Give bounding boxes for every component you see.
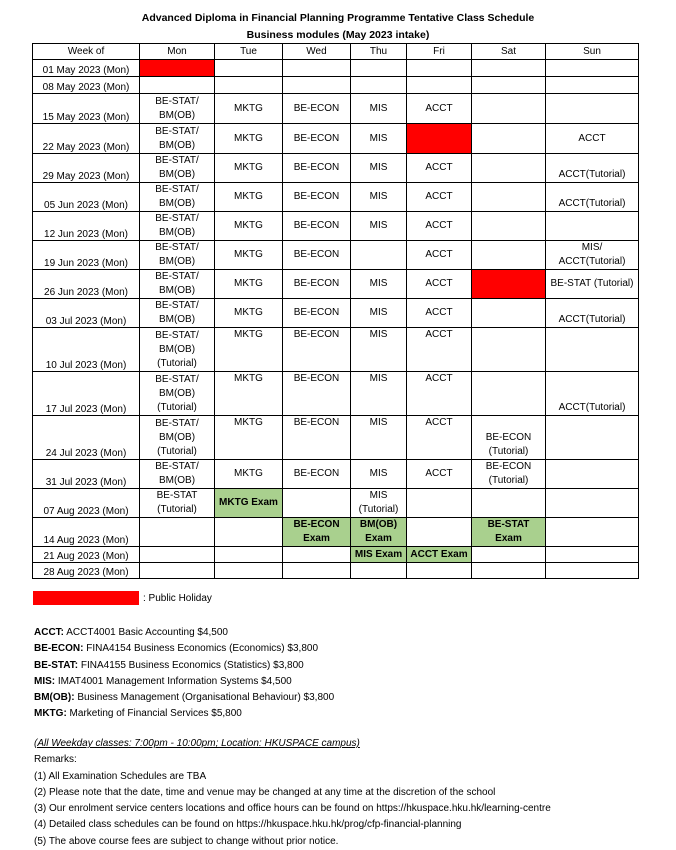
cell-sat xyxy=(472,94,546,124)
cell-wed xyxy=(283,547,351,563)
header-mon: Mon xyxy=(140,44,215,60)
cell-tue: MKTG xyxy=(215,416,283,460)
cell-sun xyxy=(546,563,639,579)
cell-sat xyxy=(472,563,546,579)
cell-wed xyxy=(283,77,351,94)
cell-sun xyxy=(546,489,639,518)
cell-sun: ACCT xyxy=(546,124,639,154)
cell-wed: BE-ECON xyxy=(283,328,351,372)
table-row xyxy=(33,299,639,328)
table-row xyxy=(33,77,639,94)
cell-mon: BE-STAT/ BM(OB) xyxy=(140,94,215,124)
cell-fri: ACCT xyxy=(407,328,472,372)
cell-mon: BE-STAT/ BM(OB) xyxy=(140,183,215,212)
cell-fri: ACCT xyxy=(407,416,472,460)
cell-mon: BE-STAT (Tutorial) xyxy=(140,489,215,518)
cell-thu xyxy=(351,77,407,94)
cell-thu: MIS xyxy=(351,154,407,183)
cell-sun xyxy=(546,60,639,77)
week-cell: 05 Jun 2023 (Mon) xyxy=(33,183,140,212)
cell-sun xyxy=(546,77,639,94)
cell-mon: BE-STAT/ BM(OB) (Tutorial) xyxy=(140,416,215,460)
cell-fri: ACCT xyxy=(407,241,472,270)
cell-tue xyxy=(215,60,283,77)
cell-thu: BM(OB) Exam xyxy=(351,518,407,547)
cell-sat: BE-ECON (Tutorial) xyxy=(472,416,546,460)
table-row xyxy=(33,212,639,241)
cell-sat xyxy=(472,270,546,299)
week-cell: 08 May 2023 (Mon) xyxy=(33,77,140,94)
cell-thu: MIS (Tutorial) xyxy=(351,489,407,518)
cell-sun: ACCT(Tutorial) xyxy=(546,299,639,328)
cell-fri xyxy=(407,518,472,547)
header-sun: Sun xyxy=(546,44,639,60)
cell-fri: ACCT xyxy=(407,183,472,212)
table-row xyxy=(33,563,639,579)
cell-mon: BE-STAT/ BM(OB) xyxy=(140,241,215,270)
cell-sun xyxy=(546,212,639,241)
cell-mon xyxy=(140,77,215,94)
week-cell: 14 Aug 2023 (Mon) xyxy=(33,518,140,547)
cell-sat xyxy=(472,241,546,270)
cell-tue: MKTG xyxy=(215,299,283,328)
cell-thu: MIS Exam xyxy=(351,547,407,563)
cell-fri: ACCT xyxy=(407,154,472,183)
cell-wed: BE-ECON xyxy=(283,416,351,460)
module-codes xyxy=(34,625,334,723)
cell-thu xyxy=(351,60,407,77)
cell-tue: MKTG xyxy=(215,94,283,124)
table-row xyxy=(33,328,639,372)
cell-sat xyxy=(472,60,546,77)
cell-sat xyxy=(472,489,546,518)
week-cell: 19 Jun 2023 (Mon) xyxy=(33,241,140,270)
code-line: BE-ECON: FINA4154 Business Economics (Economics) $3,800 xyxy=(34,643,319,655)
cell-sat xyxy=(472,183,546,212)
cell-sat xyxy=(472,154,546,183)
cell-sat xyxy=(472,212,546,241)
cell-thu: MIS xyxy=(351,270,407,299)
cell-tue: MKTG xyxy=(215,460,283,489)
cell-tue: MKTG xyxy=(215,372,283,416)
cell-tue: MKTG xyxy=(215,241,283,270)
cell-thu xyxy=(351,241,407,270)
cell-mon: BE-STAT/ BM(OB) (Tutorial) xyxy=(140,328,215,372)
cell-tue xyxy=(215,547,283,563)
schedule-table xyxy=(32,43,639,579)
cell-thu: MIS xyxy=(351,460,407,489)
table-row xyxy=(33,270,639,299)
cell-thu: MIS xyxy=(351,212,407,241)
cell-wed: BE-ECON xyxy=(283,183,351,212)
cell-fri xyxy=(407,563,472,579)
cell-sun: ACCT(Tutorial) xyxy=(546,183,639,212)
cell-fri: ACCT Exam xyxy=(407,547,472,563)
table-row xyxy=(33,460,639,489)
week-cell: 12 Jun 2023 (Mon) xyxy=(33,212,140,241)
page-title: Advanced Diploma in Financial Planning Programme Tentative Class Schedule xyxy=(141,12,535,24)
cell-wed xyxy=(283,563,351,579)
cell-fri: ACCT xyxy=(407,94,472,124)
cell-fri: ACCT xyxy=(407,460,472,489)
table-row xyxy=(33,547,639,563)
table-row xyxy=(33,416,639,460)
cell-tue: MKTG xyxy=(215,183,283,212)
cell-sat: BE-ECON (Tutorial) xyxy=(472,460,546,489)
remarks-label: Remarks: xyxy=(34,754,77,766)
cell-sun: BE-STAT (Tutorial) xyxy=(546,270,639,299)
table-row xyxy=(33,489,639,518)
week-cell: 29 May 2023 (Mon) xyxy=(33,154,140,183)
cell-sun xyxy=(546,518,639,547)
cell-mon xyxy=(140,563,215,579)
cell-thu: MIS xyxy=(351,328,407,372)
cell-fri: ACCT xyxy=(407,299,472,328)
cell-tue: MKTG xyxy=(215,270,283,299)
cell-thu: MIS xyxy=(351,372,407,416)
page-subtitle: Business modules (May 2023 intake) xyxy=(246,29,430,41)
cell-wed: BE-ECON xyxy=(283,270,351,299)
cell-mon: BE-STAT/ BM(OB) xyxy=(140,270,215,299)
cell-fri: ACCT xyxy=(407,270,472,299)
header-row xyxy=(33,44,639,60)
table-row xyxy=(33,372,639,416)
cell-mon: BE-STAT/ BM(OB) (Tutorial) xyxy=(140,372,215,416)
header-wed: Wed xyxy=(283,44,351,60)
cell-mon: BE-STAT/ BM(OB) xyxy=(140,299,215,328)
cell-sat xyxy=(472,547,546,563)
cell-fri xyxy=(407,124,472,154)
cell-fri: ACCT xyxy=(407,372,472,416)
cell-sat xyxy=(472,328,546,372)
cell-tue: MKTG Exam xyxy=(215,489,283,518)
code-line: BE-STAT: FINA4155 Business Economics (Statistics) $3,800 xyxy=(34,659,304,671)
class-hours-note: (All Weekday classes: 7:00pm - 10:00pm; Location: HKUSPACE campus) xyxy=(34,738,360,749)
cell-sun xyxy=(546,416,639,460)
cell-mon: BE-STAT/ BM(OB) xyxy=(140,212,215,241)
week-cell: 31 Jul 2023 (Mon) xyxy=(33,460,140,489)
cell-sun: ACCT(Tutorial) xyxy=(546,372,639,416)
cell-fri xyxy=(407,489,472,518)
remark-item: (4) Detailed class schedules can be found on https://hkuspace.hku.hk/prog/cfp-financial-planning xyxy=(34,819,462,831)
cell-mon: BE-STAT/ BM(OB) xyxy=(140,460,215,489)
cell-tue xyxy=(215,77,283,94)
week-cell: 26 Jun 2023 (Mon) xyxy=(33,270,140,299)
table-row xyxy=(33,94,639,124)
cell-sat xyxy=(472,372,546,416)
code-line: BM(OB): Business Management (Organisational Behaviour) $3,800 xyxy=(34,692,335,704)
cell-fri xyxy=(407,77,472,94)
cell-wed: BE-ECON xyxy=(283,299,351,328)
cell-sun: MIS/ ACCT(Tutorial) xyxy=(546,241,639,270)
cell-tue: MKTG xyxy=(215,154,283,183)
cell-thu: MIS xyxy=(351,183,407,212)
remark-item: (2) Please note that the date, time and venue may be changed at any time at the discretion of the school xyxy=(34,786,496,798)
cell-wed: BE-ECON xyxy=(283,241,351,270)
cell-thu xyxy=(351,563,407,579)
week-cell: 24 Jul 2023 (Mon) xyxy=(33,416,140,460)
cell-sat: BE-STAT Exam xyxy=(472,518,546,547)
cell-wed: BE-ECON xyxy=(283,372,351,416)
table-row xyxy=(33,154,639,183)
week-cell: 01 May 2023 (Mon) xyxy=(33,60,140,77)
cell-wed: BE-ECON xyxy=(283,124,351,154)
cell-mon: BE-STAT/ BM(OB) xyxy=(140,124,215,154)
table-row xyxy=(33,124,639,154)
cell-wed: BE-ECON xyxy=(283,460,351,489)
code-line: MIS: IMAT4001 Management Information Systems $4,500 xyxy=(34,675,292,687)
table-row xyxy=(33,60,639,77)
cell-mon: BE-STAT/ BM(OB) xyxy=(140,154,215,183)
cell-tue: MKTG xyxy=(215,328,283,372)
cell-thu: MIS xyxy=(351,94,407,124)
cell-sun xyxy=(546,547,639,563)
table-row xyxy=(33,241,639,270)
header-sat: Sat xyxy=(472,44,546,60)
code-line: ACCT: ACCT4001 Basic Accounting $4,500 xyxy=(34,627,228,638)
header-tue: Tue xyxy=(215,44,283,60)
public-holiday-swatch xyxy=(33,591,139,605)
cell-tue: MKTG xyxy=(215,124,283,154)
week-cell: 10 Jul 2023 (Mon) xyxy=(33,328,140,372)
cell-tue xyxy=(215,563,283,579)
header-fri: Fri xyxy=(407,44,472,60)
remark-item: (3) Our enrolment service centers locations and office hours can be found on https://hkuspace.hku.hk/learning-centre xyxy=(34,803,551,815)
cell-wed xyxy=(283,489,351,518)
cell-thu: MIS xyxy=(351,124,407,154)
remark-item: (5) The above course fees are subject to change without prior notice. xyxy=(34,835,339,847)
cell-mon xyxy=(140,547,215,563)
cell-sun xyxy=(546,460,639,489)
week-cell: 03 Jul 2023 (Mon) xyxy=(33,299,140,328)
table-row xyxy=(33,183,639,212)
table-row xyxy=(33,518,639,547)
week-cell: 22 May 2023 (Mon) xyxy=(33,124,140,154)
cell-tue: MKTG xyxy=(215,212,283,241)
cell-wed: BE-ECON xyxy=(283,94,351,124)
cell-fri: ACCT xyxy=(407,212,472,241)
cell-sat xyxy=(472,124,546,154)
cell-wed xyxy=(283,60,351,77)
cell-sun xyxy=(546,328,639,372)
code-line: MKTG: Marketing of Financial Services $5,800 xyxy=(34,708,242,720)
week-cell: 28 Aug 2023 (Mon) xyxy=(33,563,140,579)
cell-sat xyxy=(472,299,546,328)
week-cell: 15 May 2023 (Mon) xyxy=(33,94,140,124)
header-thu: Thu xyxy=(351,44,407,60)
cell-wed: BE-ECON xyxy=(283,212,351,241)
cell-mon xyxy=(140,518,215,547)
cell-thu: MIS xyxy=(351,416,407,460)
cell-mon xyxy=(140,60,215,77)
cell-sat xyxy=(472,77,546,94)
cell-sun xyxy=(546,94,639,124)
header-week: Week of xyxy=(33,44,140,60)
week-cell: 17 Jul 2023 (Mon) xyxy=(33,372,140,416)
cell-wed: BE-ECON Exam xyxy=(283,518,351,547)
cell-wed: BE-ECON xyxy=(283,154,351,183)
cell-sun: ACCT(Tutorial) xyxy=(546,154,639,183)
week-cell: 07 Aug 2023 (Mon) xyxy=(33,489,140,518)
cell-tue xyxy=(215,518,283,547)
remarks-section xyxy=(34,736,551,850)
public-holiday-label: : Public Holiday xyxy=(143,593,212,604)
remark-item: (1) All Examination Schedules are TBA xyxy=(34,770,207,782)
week-cell: 21 Aug 2023 (Mon) xyxy=(33,547,140,563)
cell-thu: MIS xyxy=(351,299,407,328)
cell-fri xyxy=(407,60,472,77)
